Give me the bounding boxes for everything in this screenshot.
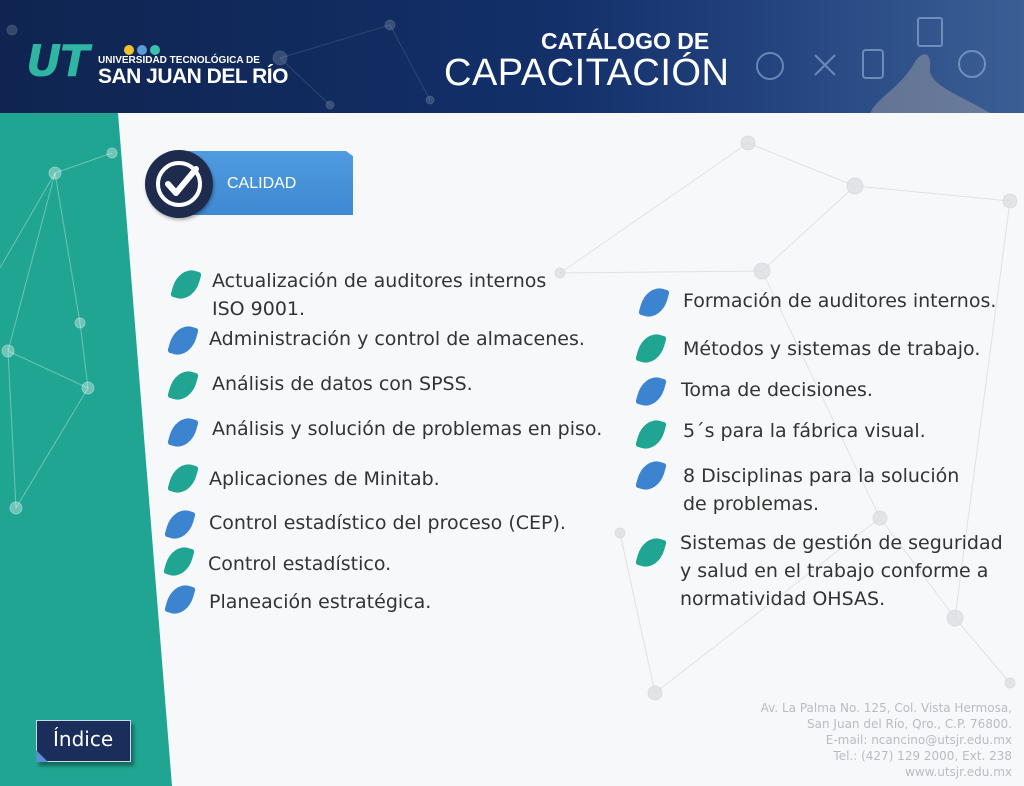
header-banner xyxy=(0,0,1024,113)
course-item xyxy=(209,465,440,493)
course-item xyxy=(212,415,602,443)
course-item xyxy=(681,376,873,404)
contact-email[interactable]: E-mail: ncancino@utsjr.edu.mx xyxy=(825,733,1012,747)
course-item xyxy=(209,509,566,537)
check-circle-icon xyxy=(145,150,213,218)
course-title: Actualización de auditores internos ISO 9001. xyxy=(212,270,547,320)
course-item xyxy=(683,335,980,363)
course-item xyxy=(209,325,585,353)
course-title: Aplicaciones de Minitab. xyxy=(209,468,440,490)
course-title: Métodos y sistemas de trabajo. xyxy=(683,338,981,360)
course-title: Formación de auditores internos. xyxy=(683,290,997,312)
logo-mark: UT xyxy=(26,36,88,87)
contact-address-line: Av. La Palma No. 125, Col. Vista Hermosa, xyxy=(760,701,1012,715)
course-item xyxy=(683,287,996,315)
course-title: Administración y control de almacenes. xyxy=(209,328,585,350)
catalog-title-line1: CATÁLOGO DE xyxy=(541,28,710,54)
contact-info xyxy=(761,700,1012,780)
course-item xyxy=(208,550,391,578)
course-title: 8 Disciplinas para la solución de problemas. xyxy=(683,465,960,515)
catalog-title-line2: CAPACITACIÓN xyxy=(444,52,730,94)
course-item xyxy=(212,267,546,323)
contact-website[interactable]: www.utsjr.edu.mx xyxy=(905,765,1012,779)
course-title: Planeación estratégica. xyxy=(209,591,432,613)
course-item xyxy=(680,529,1003,613)
course-title: Sistemas de gestión de seguridad y salud en el trabajo conforme a normatividad OHSAS. xyxy=(680,532,1003,610)
contact-phone: Tel.: (427) 129 2000, Ext. 238 xyxy=(833,749,1012,763)
category-label: CALIDAD xyxy=(227,175,297,192)
course-title: Control estadístico del proceso (CEP). xyxy=(209,512,566,534)
course-item xyxy=(209,588,431,616)
course-item xyxy=(683,417,926,445)
logo-line2: SAN JUAN DEL RÍO xyxy=(98,65,288,88)
course-title: Control estadístico. xyxy=(208,553,392,575)
course-title: Análisis y solución de problemas en piso. xyxy=(212,418,603,440)
course-item xyxy=(212,370,473,398)
course-item xyxy=(683,462,959,518)
course-title: Análisis de datos con SPSS. xyxy=(212,373,473,395)
index-button-label: Índice xyxy=(53,727,114,751)
index-button[interactable] xyxy=(36,720,131,762)
course-title: Toma de decisiones. xyxy=(681,379,873,401)
university-logo[interactable] xyxy=(26,36,288,92)
category-tab[interactable] xyxy=(145,151,355,217)
course-title: 5´s para la fábrica visual. xyxy=(683,420,926,442)
contact-city-line: San Juan del Río, Qro., C.P. 76800. xyxy=(807,717,1012,731)
logo-line1: UNIVERSIDAD TECNOLÓGICA DE xyxy=(98,55,260,66)
